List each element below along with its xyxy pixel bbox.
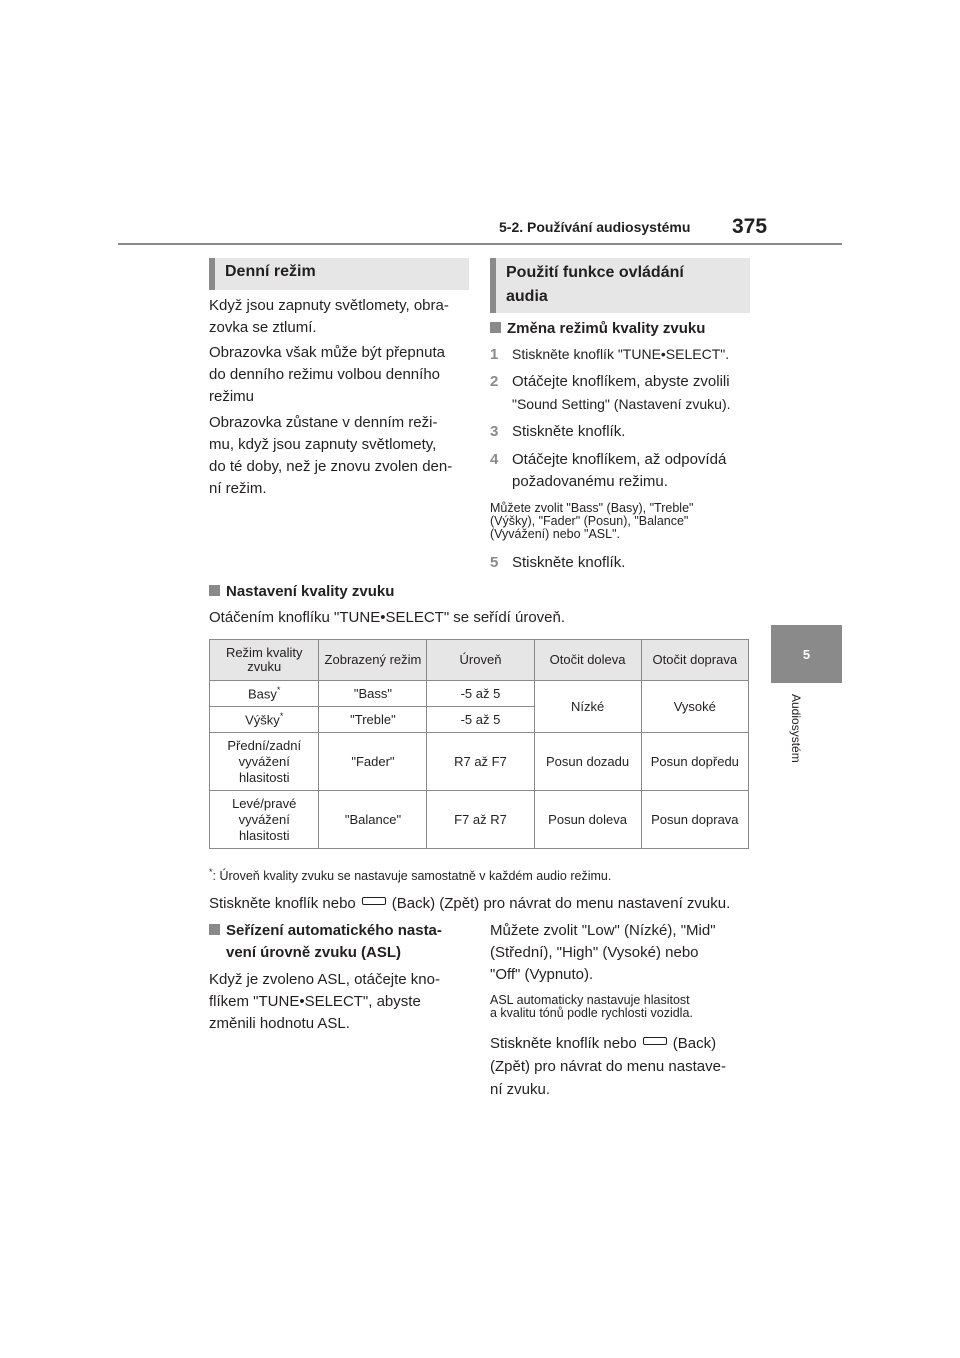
- day-mode-heading-text: Denní režim: [225, 263, 316, 280]
- table-header-row: [210, 640, 749, 681]
- text-fragment: (Back) (Zpět) pro návrat do menu nastavení zvuku.: [391, 895, 731, 912]
- table-cell: "Treble": [319, 707, 427, 733]
- quality-subheading: [209, 581, 394, 603]
- sound-mode-subheading: [490, 318, 705, 340]
- column-header: Otočit doprava: [641, 640, 748, 681]
- table-cell: Vysoké: [641, 681, 748, 733]
- asl-note: [490, 994, 755, 1020]
- cell-text: Výšky: [245, 712, 280, 728]
- table-cell: [210, 707, 319, 733]
- back-button-icon: [362, 897, 386, 905]
- back-button-icon: [643, 1037, 667, 1045]
- subheading-text: Změna režimů kvality zvuku: [507, 320, 706, 337]
- sound-quality-table: [209, 639, 749, 849]
- column-header: Režim kvality zvuku: [210, 640, 319, 681]
- note-line: (Výšky), "Fader" (Posun), "Balance": [490, 514, 689, 528]
- asl-back-instruction: [490, 1032, 755, 1101]
- text-line: flíkem "TUNE•SELECT", abyste: [209, 993, 421, 1010]
- square-bullet-icon: [490, 322, 501, 333]
- table-cell: "Bass": [319, 681, 427, 707]
- day-mode-paragraph-3: [209, 412, 471, 500]
- step-2: [490, 371, 755, 415]
- text-line: změnili hodnotu ASL.: [209, 1015, 350, 1032]
- header-rule: [118, 243, 842, 245]
- table-cell: F7 až R7: [427, 791, 534, 849]
- column-header: Otočit doleva: [534, 640, 641, 681]
- step-number: 2: [490, 373, 499, 390]
- table-cell: "Balance": [319, 791, 427, 849]
- step-text: Stiskněte knoflík.: [512, 554, 626, 571]
- step-number: 3: [490, 423, 499, 440]
- step-text: Otáčejte knoflíkem, až odpovídá: [512, 451, 727, 468]
- section-title: 5-2. Používání audiosystému: [499, 219, 691, 235]
- step-number: 5: [490, 554, 499, 571]
- footnote-mark: *: [279, 711, 284, 722]
- text-line: ní režim.: [209, 480, 267, 497]
- footnote-text: : Úroveň kvality zvuku se nastavuje samostatně v každém audio režimu.: [212, 869, 612, 884]
- text-line: "Off" (Vypnuto).: [490, 966, 594, 983]
- mode-note: [490, 502, 755, 541]
- text-line: ní zvuku.: [490, 1081, 551, 1098]
- step-3: [490, 421, 755, 443]
- text-line: Když je zvoleno ASL, otáčejte kno-: [209, 971, 440, 988]
- text-line: Obrazovka zůstane v denním reži-: [209, 414, 438, 431]
- table-cell: Přední/zadní vyvážení hlasitosti: [210, 733, 319, 791]
- asl-paragraph: [209, 969, 474, 1035]
- text-line: (Střední), "High" (Vysoké) nebo: [490, 944, 699, 961]
- step-text: požadovanému režimu.: [512, 473, 668, 490]
- text-line: do denního režimu volbou denního: [209, 366, 441, 383]
- text-line: (Zpět) pro návrat do menu nastave-: [490, 1058, 726, 1075]
- back-instruction: [209, 893, 730, 915]
- table-row: [210, 791, 749, 849]
- table-cell: [210, 681, 319, 707]
- text-fragment: Stiskněte knoflík nebo: [209, 895, 356, 912]
- step-text: Stiskněte knoflík.: [512, 423, 626, 440]
- square-bullet-icon: [209, 585, 220, 596]
- text-line: zovka se ztlumí.: [209, 319, 317, 336]
- column-header: Zobrazený režim: [319, 640, 427, 681]
- heading-line: Použití funkce ovládání: [506, 264, 684, 281]
- table-cell: Posun dopředu: [641, 733, 748, 791]
- note-line: a kvalitu tónů podle rychlosti vozidla.: [490, 1006, 693, 1020]
- text-line: Obrazovka však může být přepnuta: [209, 344, 445, 361]
- day-mode-paragraph-2: [209, 342, 471, 408]
- table-cell: -5 až 5: [427, 707, 534, 733]
- page-number: 375: [732, 215, 768, 238]
- step-text: Stiskněte knoflík "TUNE•SELECT".: [512, 346, 730, 362]
- day-mode-paragraph-1: [209, 295, 471, 339]
- subheading-text: Nastavení kvality zvuku: [226, 583, 395, 600]
- table-cell: Posun dozadu: [534, 733, 641, 791]
- table-row: [210, 733, 749, 791]
- text-line: Můžete zvolit "Low" (Nízké), "Mid": [490, 922, 716, 939]
- step-text: Otáčejte knoflíkem, abyste zvolili: [512, 373, 730, 390]
- step-5: [490, 552, 625, 574]
- column-header: Úroveň: [427, 640, 534, 681]
- audio-control-heading: [490, 258, 750, 313]
- asl-options-paragraph: [490, 920, 755, 986]
- table-cell: Nízké: [534, 681, 641, 733]
- step-number: 4: [490, 451, 499, 468]
- table-cell: Posun doprava: [641, 791, 748, 849]
- step-1: [490, 343, 755, 366]
- subheading-text: vení úrovně zvuku (ASL): [226, 944, 402, 961]
- text-line: Když jsou zapnuty světlomety, obra-: [209, 297, 449, 314]
- footnote-mark: *: [209, 867, 213, 877]
- text-fragment: (Back): [672, 1035, 717, 1052]
- chapter-number: 5: [802, 646, 811, 662]
- cell-text: Basy: [248, 686, 277, 702]
- step-text: "Sound Setting" (Nastavení zvuku).: [512, 396, 731, 412]
- text-fragment: Stiskněte knoflík nebo: [490, 1035, 637, 1052]
- chapter-title-vertical: [788, 694, 804, 784]
- table-row: [210, 681, 749, 707]
- table-cell: Posun doleva: [534, 791, 641, 849]
- text-line: režimu: [209, 388, 255, 405]
- step-number: 1: [490, 346, 499, 363]
- note-line: ASL automaticky nastavuje hlasitost: [490, 993, 690, 1007]
- table-cell: Levé/pravé vyvážení hlasitosti: [210, 791, 319, 849]
- table-cell: -5 až 5: [427, 681, 534, 707]
- text-line: do té doby, než je znovu zvolen den-: [209, 458, 453, 475]
- note-line: (Vyvážení) nebo "ASL".: [490, 527, 621, 541]
- heading-line: audia: [506, 288, 548, 305]
- table-footnote: [209, 866, 611, 883]
- square-bullet-icon: [209, 924, 220, 935]
- footnote-mark: *: [276, 685, 281, 696]
- chapter-title: Audiosystém: [789, 694, 803, 763]
- step-4: [490, 449, 755, 493]
- subheading-text: Seřízení automatického nasta-: [226, 922, 442, 939]
- quality-intro: Otáčením knoflíku "TUNE•SELECT" se seřídí úroveň.: [209, 609, 566, 626]
- table-cell: "Fader": [319, 733, 427, 791]
- asl-subheading: [209, 920, 474, 964]
- chapter-tab: [771, 625, 842, 683]
- table-cell: R7 až F7: [427, 733, 534, 791]
- text-line: mu, když jsou zapnuty světlomety,: [209, 436, 437, 453]
- day-mode-heading: [209, 258, 469, 290]
- note-line: Můžete zvolit "Bass" (Basy), "Treble": [490, 501, 694, 515]
